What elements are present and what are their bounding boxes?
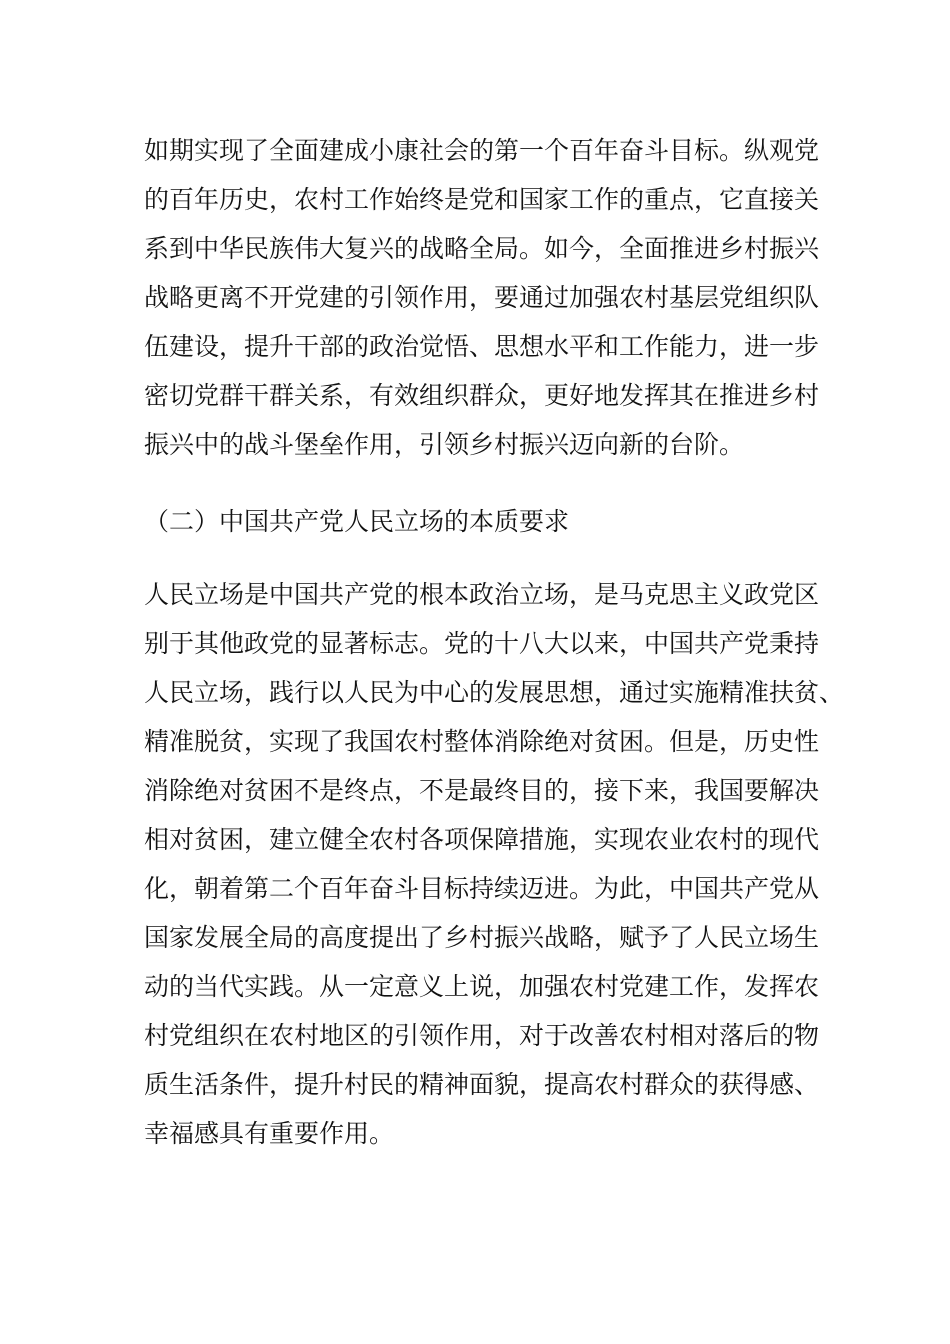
paragraph-2-line-5: 消除绝对贫困不是终点，不是最终目的，接下来，我国要解决 [144,776,820,805]
paragraph-2-line-1: 人民立场是中国共产党的根本政治立场，是马克思主义政党区 [144,580,820,609]
paragraph-1-line-2: 的百年历史，农村工作始终是党和国家工作的重点，它直接关 [144,185,820,214]
paragraph-1-line-5: 伍建设，提升干部的政治觉悟、思想水平和工作能力，进一步 [144,332,820,361]
paragraph-1-line-1: 如期实现了全面建成小康社会的第一个百年奋斗目标。纵观党 [144,136,820,165]
paragraph-2-line-10: 村党组织在农村地区的引领作用，对于改善农村相对落后的物 [144,1021,820,1050]
section-heading: （二）中国共产党人民立场的本质要求 [144,507,570,536]
paragraph-2-line-2: 别于其他政党的显著标志。党的十八大以来，中国共产党秉持 [144,629,820,658]
paragraph-2-line-8: 国家发展全局的高度提出了乡村振兴战略，赋予了人民立场生 [144,923,820,952]
paragraph-1-line-6: 密切党群干群关系，有效组织群众，更好地发挥其在推进乡村 [144,381,820,410]
paragraph-1-line-4: 战略更离不开党建的引领作用，要通过加强农村基层党组织队 [144,283,820,312]
paragraph-2-line-12: 幸福感具有重要作用。 [144,1119,395,1148]
paragraph-2-line-3: 人民立场，践行以人民为中心的发展思想，通过实施精准扶贫、 [144,678,845,707]
paragraph-2-line-6: 相对贫困，建立健全农村各项保障措施，实现农业农村的现代 [144,825,820,854]
paragraph-2-line-11: 质生活条件，提升村民的精神面貌，提高农村群众的获得感、 [144,1070,820,1099]
paragraph-2-line-9: 动的当代实践。从一定意义上说，加强农村党建工作，发挥农 [144,972,820,1001]
paragraph-1-line-3: 系到中华民族伟大复兴的战略全局。如今，全面推进乡村振兴 [144,234,820,263]
paragraph-2-line-7: 化，朝着第二个百年奋斗目标持续迈进。为此，中国共产党从 [144,874,820,903]
paragraph-1-line-7: 振兴中的战斗堡垒作用，引领乡村振兴迈向新的台阶。 [144,430,745,459]
paragraph-2-line-4: 精准脱贫，实现了我国农村整体消除绝对贫困。但是，历史性 [144,727,820,756]
